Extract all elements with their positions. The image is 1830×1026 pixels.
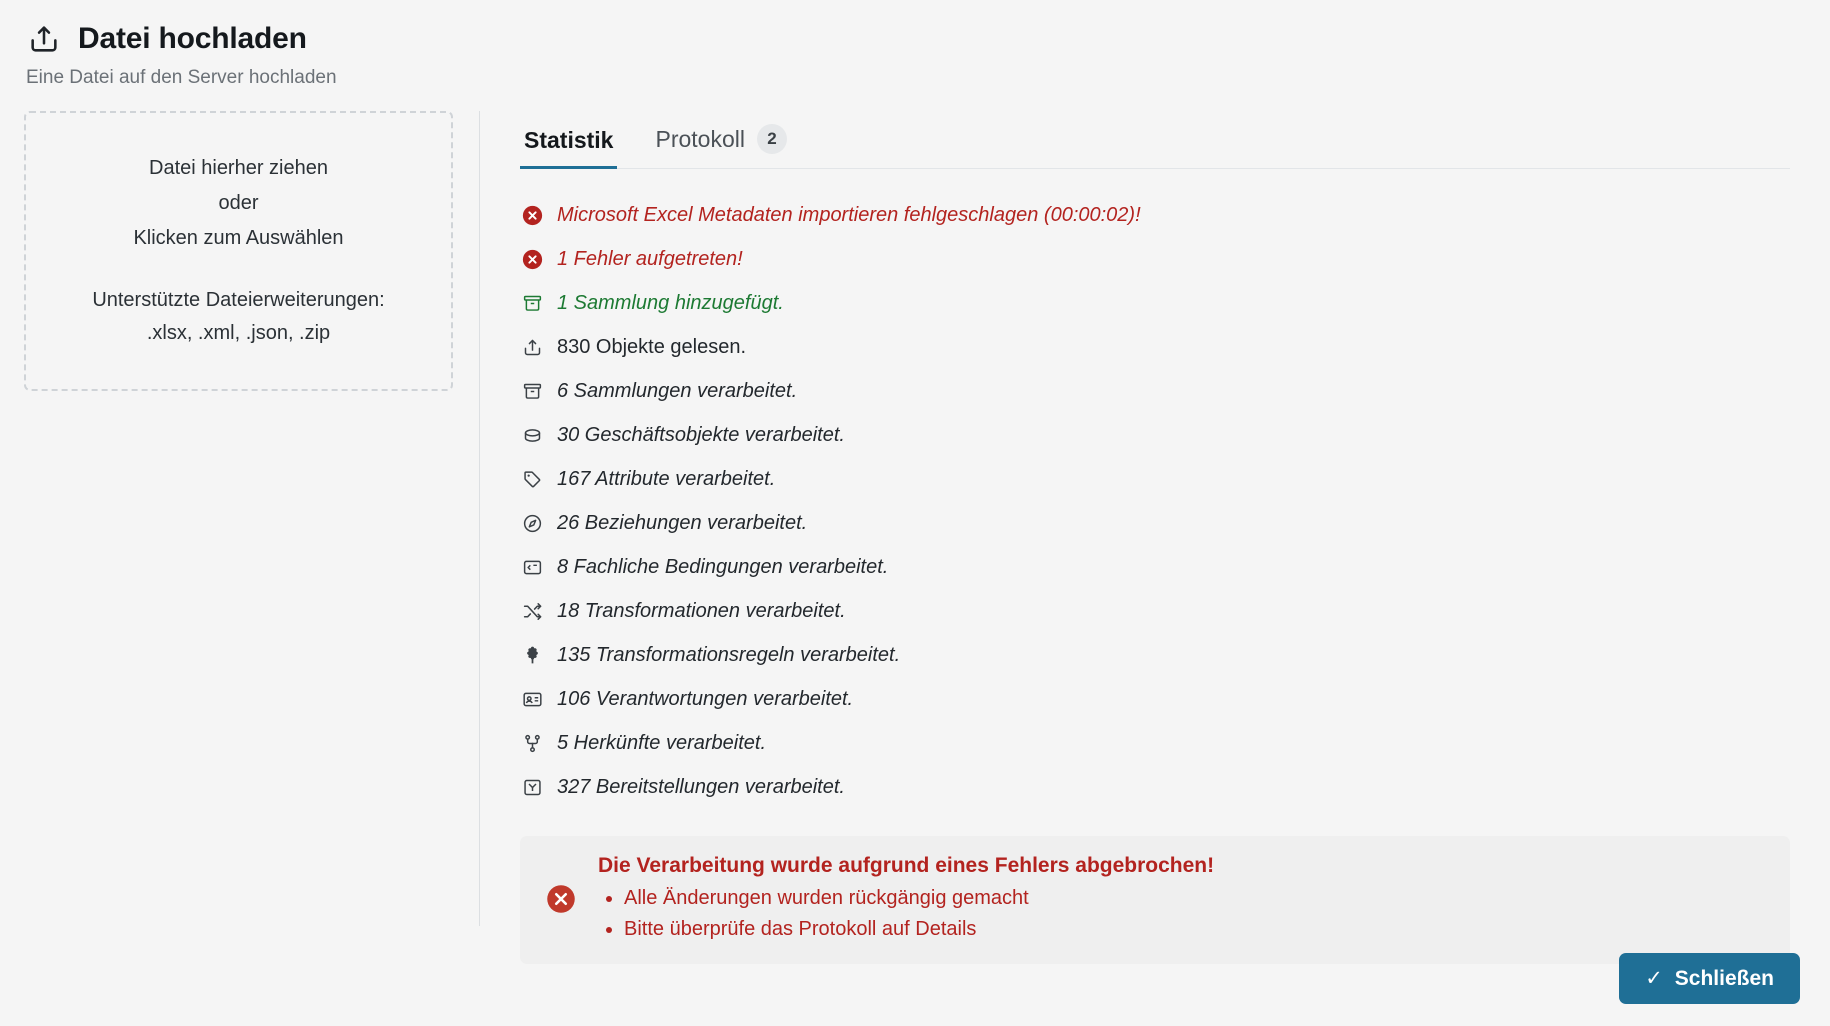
results-panel: [520, 111, 1800, 964]
error-circle-icon: [520, 248, 544, 272]
dropzone-supported-label: Unterstützte Dateierweiterungen:: [92, 289, 385, 311]
tag-icon: [520, 468, 544, 492]
dialog-header: [24, 18, 1800, 60]
statistic-text: 830 Objekte gelesen.: [557, 336, 747, 358]
dropzone-line-3: Klicken zum Auswählen: [133, 227, 344, 249]
error-summary-item: • Alle Änderungen wurden rückgängig gemacht: [624, 884, 1214, 913]
statistic-row: [520, 195, 1790, 236]
statistic-row: [520, 459, 1790, 500]
statistic-text: 6 Sammlungen verarbeitet.: [557, 380, 798, 402]
tab-statistik[interactable]: [520, 127, 617, 168]
statistic-row: [520, 547, 1790, 588]
error-summary-box: [520, 836, 1790, 964]
statistic-text: 5 Herkünfte verarbeitet.: [557, 732, 766, 754]
statistic-text: 18 Transformationen verarbeitet.: [557, 600, 846, 622]
statistic-row: [520, 679, 1790, 720]
shuffle-icon: [520, 600, 544, 624]
statistic-row: [520, 327, 1790, 368]
page-title: Datei hochladen: [78, 22, 307, 55]
statistic-text: 106 Verantwortungen verarbeitet.: [557, 688, 854, 710]
dialog-footer: [1619, 953, 1800, 1004]
statistic-text: 327 Bereitstellungen verarbeitet.: [557, 776, 845, 798]
statistic-text: 1 Fehler aufgetreten!: [557, 248, 743, 270]
statistic-text: 8 Fachliche Bedingungen verarbeitet.: [557, 556, 889, 578]
collection-icon: [520, 292, 544, 316]
statistic-row: [520, 591, 1790, 632]
database-icon: [520, 424, 544, 448]
error-summary-item: • Bitte überprüfe das Protokoll auf Details: [624, 915, 1214, 944]
statistic-row: [520, 503, 1790, 544]
upload-icon: [520, 336, 544, 360]
error-summary-items: [598, 884, 1214, 944]
statistic-text: 167 Attribute verarbeitet.: [557, 468, 776, 490]
dropzone-supported-values: .xlsx, .xml, .json, .zip: [146, 322, 331, 344]
check-icon: ✓: [1645, 967, 1663, 990]
statistic-row: [520, 635, 1790, 676]
collection-icon: [520, 380, 544, 404]
close-button[interactable]: [1619, 953, 1800, 1004]
vertical-divider: [479, 111, 480, 926]
tab-statistik-label: Statistik: [524, 127, 614, 153]
file-dropzone[interactable]: [24, 111, 453, 391]
statistics-list: [520, 195, 1790, 808]
statistic-text: 26 Beziehungen verarbeitet.: [557, 512, 808, 534]
page-subtitle: Eine Datei auf den Server hochladen: [26, 67, 337, 88]
statistic-text: 1 Sammlung hinzugefügt.: [557, 292, 784, 314]
dialog-body: [24, 111, 1800, 964]
tab-protokoll-badge: 2: [757, 124, 787, 154]
statistic-text: 135 Transformationsregeln verarbeitet.: [557, 644, 901, 666]
dropzone-line-1: Datei hierher ziehen: [149, 157, 328, 179]
statistic-row: [520, 723, 1790, 764]
rule-icon: [520, 556, 544, 580]
dropzone-column: [24, 111, 479, 964]
statistic-text: 30 Geschäftsobjekte verarbeitet.: [557, 424, 845, 446]
tab-protokoll-label: Protokoll: [655, 125, 745, 152]
statistic-text: Microsoft Excel Metadaten importieren fehlgeschlagen (00:00:02)!: [557, 204, 1141, 226]
tab-bar: [520, 111, 1790, 169]
puzzle-icon: [520, 644, 544, 668]
statistic-row: [520, 371, 1790, 412]
compass-icon: [520, 512, 544, 536]
statistic-row: [520, 415, 1790, 456]
error-summary-title: Die Verarbeitung wurde aufgrund eines Fehlers abgebrochen!: [598, 854, 1215, 877]
statistic-row: [520, 239, 1790, 280]
tab-protokoll[interactable]: [651, 124, 790, 168]
close-button-label: Schließen: [1674, 966, 1774, 990]
error-summary-text: [598, 854, 1214, 944]
deployment-icon: [520, 776, 544, 800]
error-circle-icon: [520, 204, 544, 228]
lineage-icon: [520, 732, 544, 756]
statistic-row: [520, 767, 1790, 808]
id-card-icon: [520, 688, 544, 712]
upload-icon: [24, 18, 64, 60]
error-circle-icon: [546, 884, 576, 914]
statistic-row: [520, 283, 1790, 324]
dropzone-line-2: oder: [218, 192, 259, 214]
